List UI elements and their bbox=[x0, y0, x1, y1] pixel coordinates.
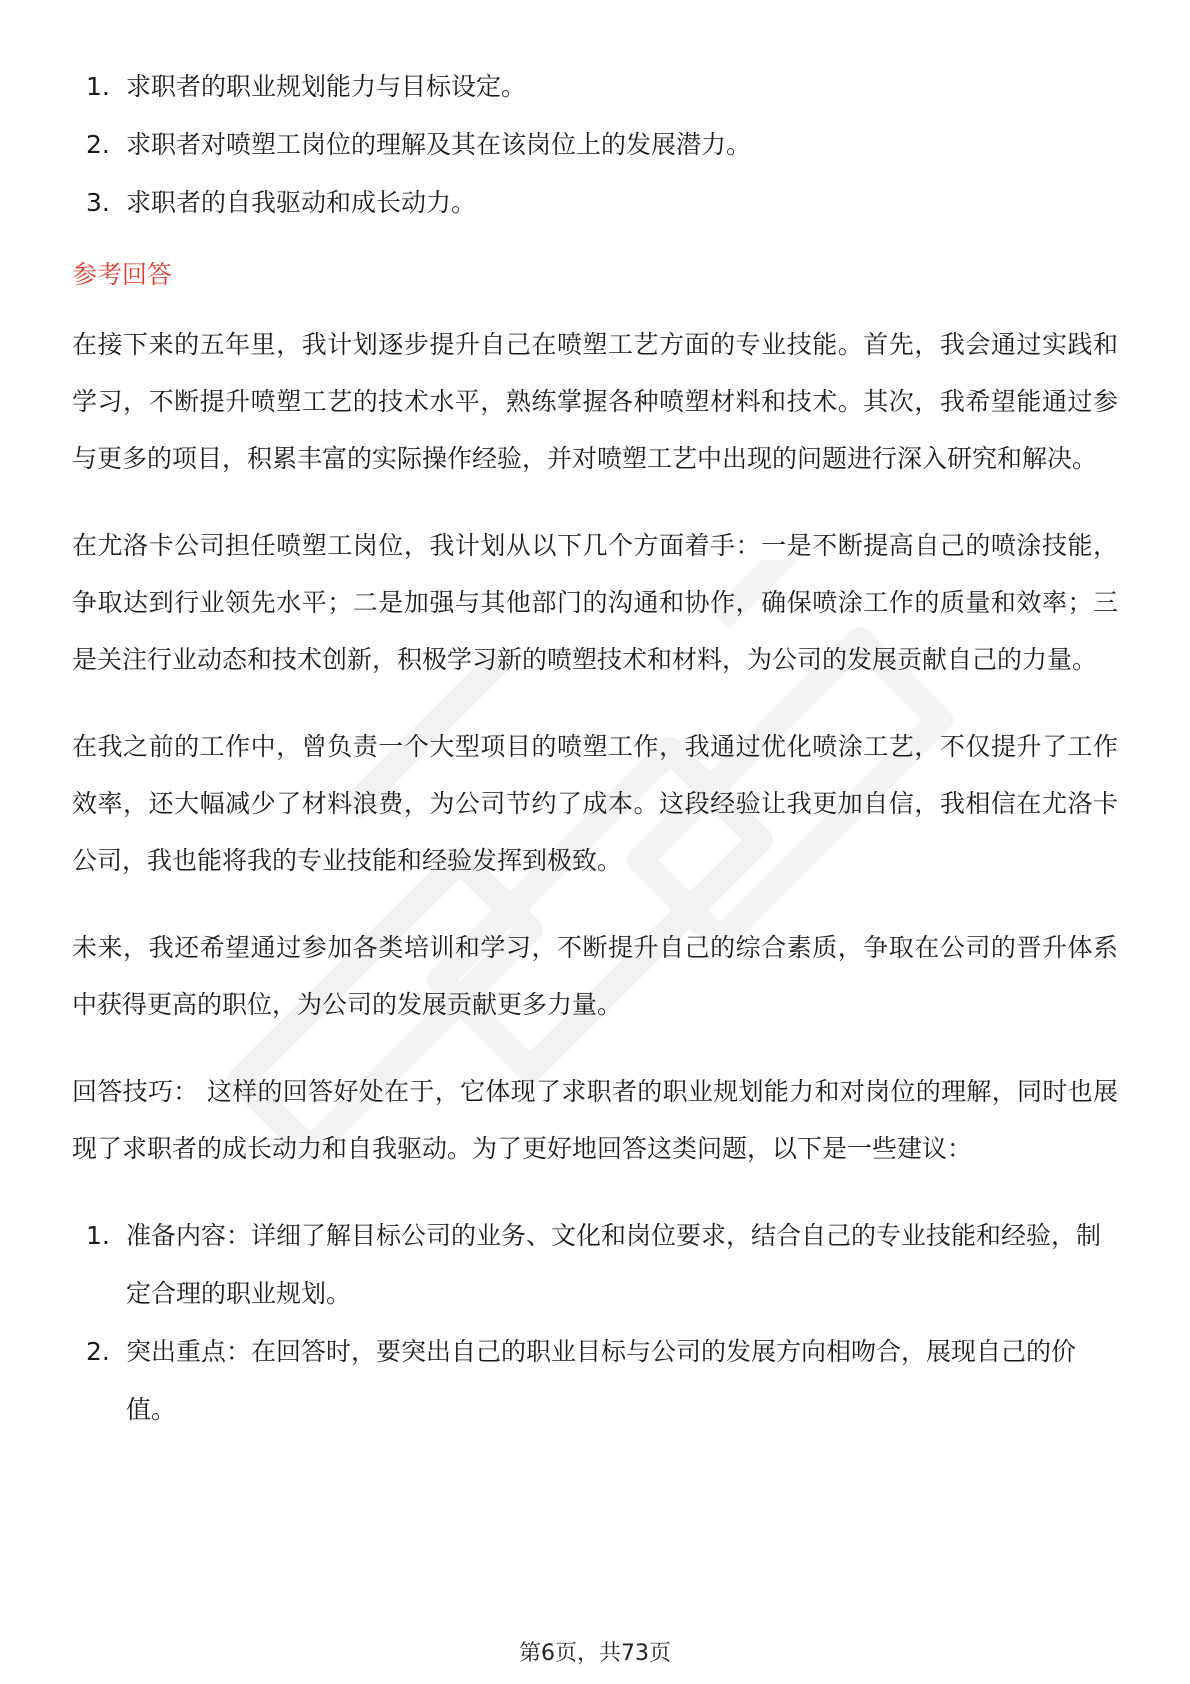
list-item bbox=[72, 174, 1118, 232]
list-item-text: 突出重点：在回答时，要突出自己的职业目标与公司的发展方向相吻合，展现自己的价值。 bbox=[126, 1337, 1077, 1424]
list-item bbox=[72, 116, 1118, 174]
list-item-text: 准备内容：详细了解目标公司的业务、文化和岗位要求，结合自己的专业技能和经验，制定合理的职业规划。 bbox=[126, 1221, 1102, 1308]
list-item-number: 2. bbox=[86, 1337, 110, 1366]
main-content bbox=[72, 58, 1118, 1439]
answer-paragraph: 在尤洛卡公司担任喷塑工岗位，我计划从以下几个方面着手：一是不断提高自己的喷涂技能，争取达到行业领先水平；二是加强与其他部门的沟通和协作，确保喷涂工作的质量和效率；三是关注行业动态和技术创新，积极学习新的喷塑技术和材料，为公司的发展贡献自己的力量。 bbox=[72, 531, 1118, 674]
page-footer: 第6页，共73页 bbox=[519, 1641, 671, 1666]
list-item-number: 1. bbox=[86, 72, 110, 101]
list-item-number: 3. bbox=[86, 188, 110, 217]
list-item-text: 求职者的自我驱动和成长动力。 bbox=[126, 188, 477, 217]
tips-paragraph: 回答技巧： 这样的回答好处在于，它体现了求职者的职业规划能力和对岗位的理解，同时也展现了求职者的成长动力和自我驱动。为了更好地回答这类问题，以下是一些建议： bbox=[72, 1077, 1118, 1163]
assessment-points-list bbox=[72, 58, 1118, 232]
section-title: 参考回答 bbox=[72, 260, 173, 289]
list-item-text: 求职者对喷塑工岗位的理解及其在该岗位上的发展潜力。 bbox=[126, 130, 752, 159]
list-item bbox=[72, 1207, 1118, 1323]
list-item bbox=[72, 58, 1118, 116]
answer-paragraph: 在接下来的五年里，我计划逐步提升自己在喷塑工艺方面的专业技能。首先，我会通过实践和学习，不断提升喷塑工艺的技术水平，熟练掌握各种喷塑材料和技术。其次，我希望能通过参与更多的项目，积累丰富的实际操作经验，并对喷塑工艺中出现的问题进行深入研究和解决。 bbox=[72, 330, 1118, 473]
answer-paragraph: 未来，我还希望通过参加各类培训和学习，不断提升自己的综合素质，争取在公司的晋升体系中获得更高的职位，为公司的发展贡献更多力量。 bbox=[72, 933, 1118, 1019]
tips-list bbox=[72, 1207, 1118, 1439]
list-item bbox=[72, 1323, 1118, 1439]
list-item-text: 求职者的职业规划能力与目标设定。 bbox=[126, 72, 527, 101]
answer-paragraph: 在我之前的工作中，曾负责一个大型项目的喷塑工作，我通过优化喷涂工艺，不仅提升了工作效率，还大幅减少了材料浪费，为公司节约了成本。这段经验让我更加自信，我相信在尤洛卡公司，我也能将我的专业技能和经验发挥到极致。 bbox=[72, 732, 1118, 875]
list-item-number: 1. bbox=[86, 1221, 110, 1250]
list-item-number: 2. bbox=[86, 130, 110, 159]
